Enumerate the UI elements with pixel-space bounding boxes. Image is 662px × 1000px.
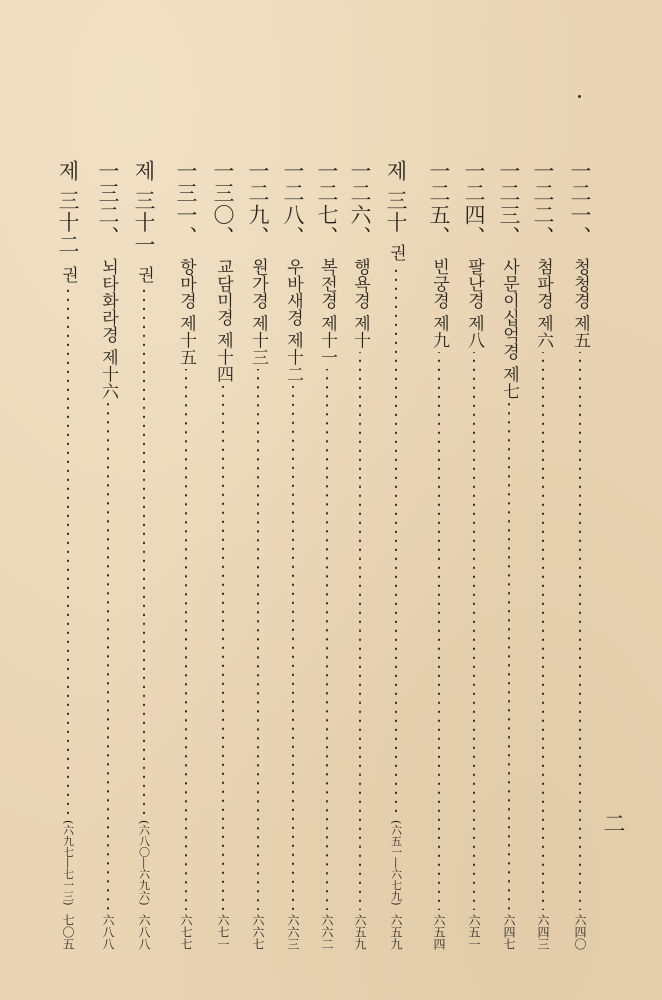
- page-folio: 二: [600, 812, 625, 834]
- entry-title: 사문이십억경 제七: [499, 258, 519, 400]
- toc-entry: [494, 160, 524, 950]
- toc-entry: [528, 160, 558, 950]
- entry-title: 항마경 제十五: [176, 258, 196, 366]
- dot-leader: [438, 352, 440, 910]
- entry-title: 뇌타화라경 제十六: [98, 258, 118, 400]
- toc-entry: [243, 160, 273, 950]
- toc-entry: [312, 160, 342, 950]
- entry-number: 一二九、: [246, 160, 270, 248]
- entry-page: 六四〇: [573, 914, 587, 950]
- dot-leader: [359, 352, 361, 910]
- dot-leader: [508, 403, 510, 910]
- volume-label: 권: [386, 243, 406, 261]
- entry-title: 우바새경 제十二: [283, 258, 303, 383]
- toc-entry: [278, 160, 308, 950]
- entry-number: 一二二、: [531, 160, 555, 248]
- entry-title: 복전경 제十一: [317, 258, 337, 366]
- entry-title: 교담미경 제十四: [213, 258, 233, 383]
- dot-leader: [395, 265, 397, 817]
- entry-number: 一二八、: [281, 160, 305, 248]
- entry-number: 一二三、: [497, 160, 521, 248]
- volume-number: 제 三十一: [132, 160, 156, 256]
- dot-leader: [579, 352, 581, 910]
- dot-leader: [542, 352, 544, 910]
- entry-number: 一三〇、: [211, 160, 235, 248]
- entry-number: 一二六、: [348, 160, 372, 248]
- dot-leader: [67, 287, 69, 817]
- entry-page: 六七一: [216, 914, 230, 950]
- volume-range: (六九七―七一三): [61, 820, 75, 906]
- volume-heading: [381, 160, 411, 950]
- volume-label: 권: [134, 265, 154, 283]
- entry-title: 팔난경 제八: [464, 258, 484, 349]
- entry-title: 원가경 제十三: [248, 258, 268, 366]
- volume-range: (六五一―六七九): [389, 820, 403, 906]
- entry-title: 청청경 제五: [570, 258, 590, 349]
- dot-leader: [473, 352, 475, 910]
- dot-leader: [107, 403, 109, 910]
- entry-page: 六八八: [101, 914, 115, 950]
- entry-page: 六五一: [467, 914, 481, 950]
- entry-number: 一二四、: [462, 160, 486, 248]
- volume-number: 제 三十: [384, 160, 408, 234]
- entry-number: 一三一、: [174, 160, 198, 248]
- volume-label: 권: [58, 265, 78, 283]
- toc-entry: [93, 160, 123, 950]
- entry-page: 六六三: [286, 914, 300, 950]
- entry-page: 六五四: [432, 914, 446, 950]
- entry-page: 七〇五: [61, 914, 75, 950]
- ink-speck: [578, 95, 581, 98]
- entry-page: 六四三: [536, 914, 550, 950]
- toc-entry: [345, 160, 375, 950]
- toc-entry: [171, 160, 201, 950]
- dot-leader: [292, 386, 294, 910]
- dot-leader: [257, 369, 259, 910]
- entry-title: 첨파경 제六: [533, 258, 553, 349]
- entry-title: 행욕경 제十: [350, 258, 370, 349]
- entry-page: 六七七: [179, 914, 193, 950]
- dot-leader: [143, 287, 145, 817]
- entry-page: 六四七: [502, 914, 516, 950]
- volume-number: 제 三十二: [56, 160, 80, 256]
- entry-title: 빈궁경 제九: [429, 258, 449, 349]
- toc-entry: [459, 160, 489, 950]
- entry-number: 一二五、: [427, 160, 451, 248]
- dot-leader: [326, 369, 328, 910]
- toc-entry: [208, 160, 238, 950]
- entry-page: 六六二: [320, 914, 334, 950]
- volume-heading: [129, 160, 159, 950]
- entry-page: 六六七: [251, 914, 265, 950]
- entry-page: 六五九: [389, 914, 403, 950]
- dot-leader: [185, 369, 187, 910]
- dot-leader: [222, 386, 224, 910]
- entry-number: 一二一、: [568, 160, 592, 248]
- entry-page: 六八八: [137, 914, 151, 950]
- entry-number: 一三二、: [96, 160, 120, 248]
- entry-page: 六五九: [353, 914, 367, 950]
- entry-number: 一二七、: [315, 160, 339, 248]
- toc-entry: [565, 160, 595, 950]
- volume-heading: [53, 160, 83, 950]
- toc-entry: [424, 160, 454, 950]
- volume-range: (六八〇―六九六): [137, 820, 151, 906]
